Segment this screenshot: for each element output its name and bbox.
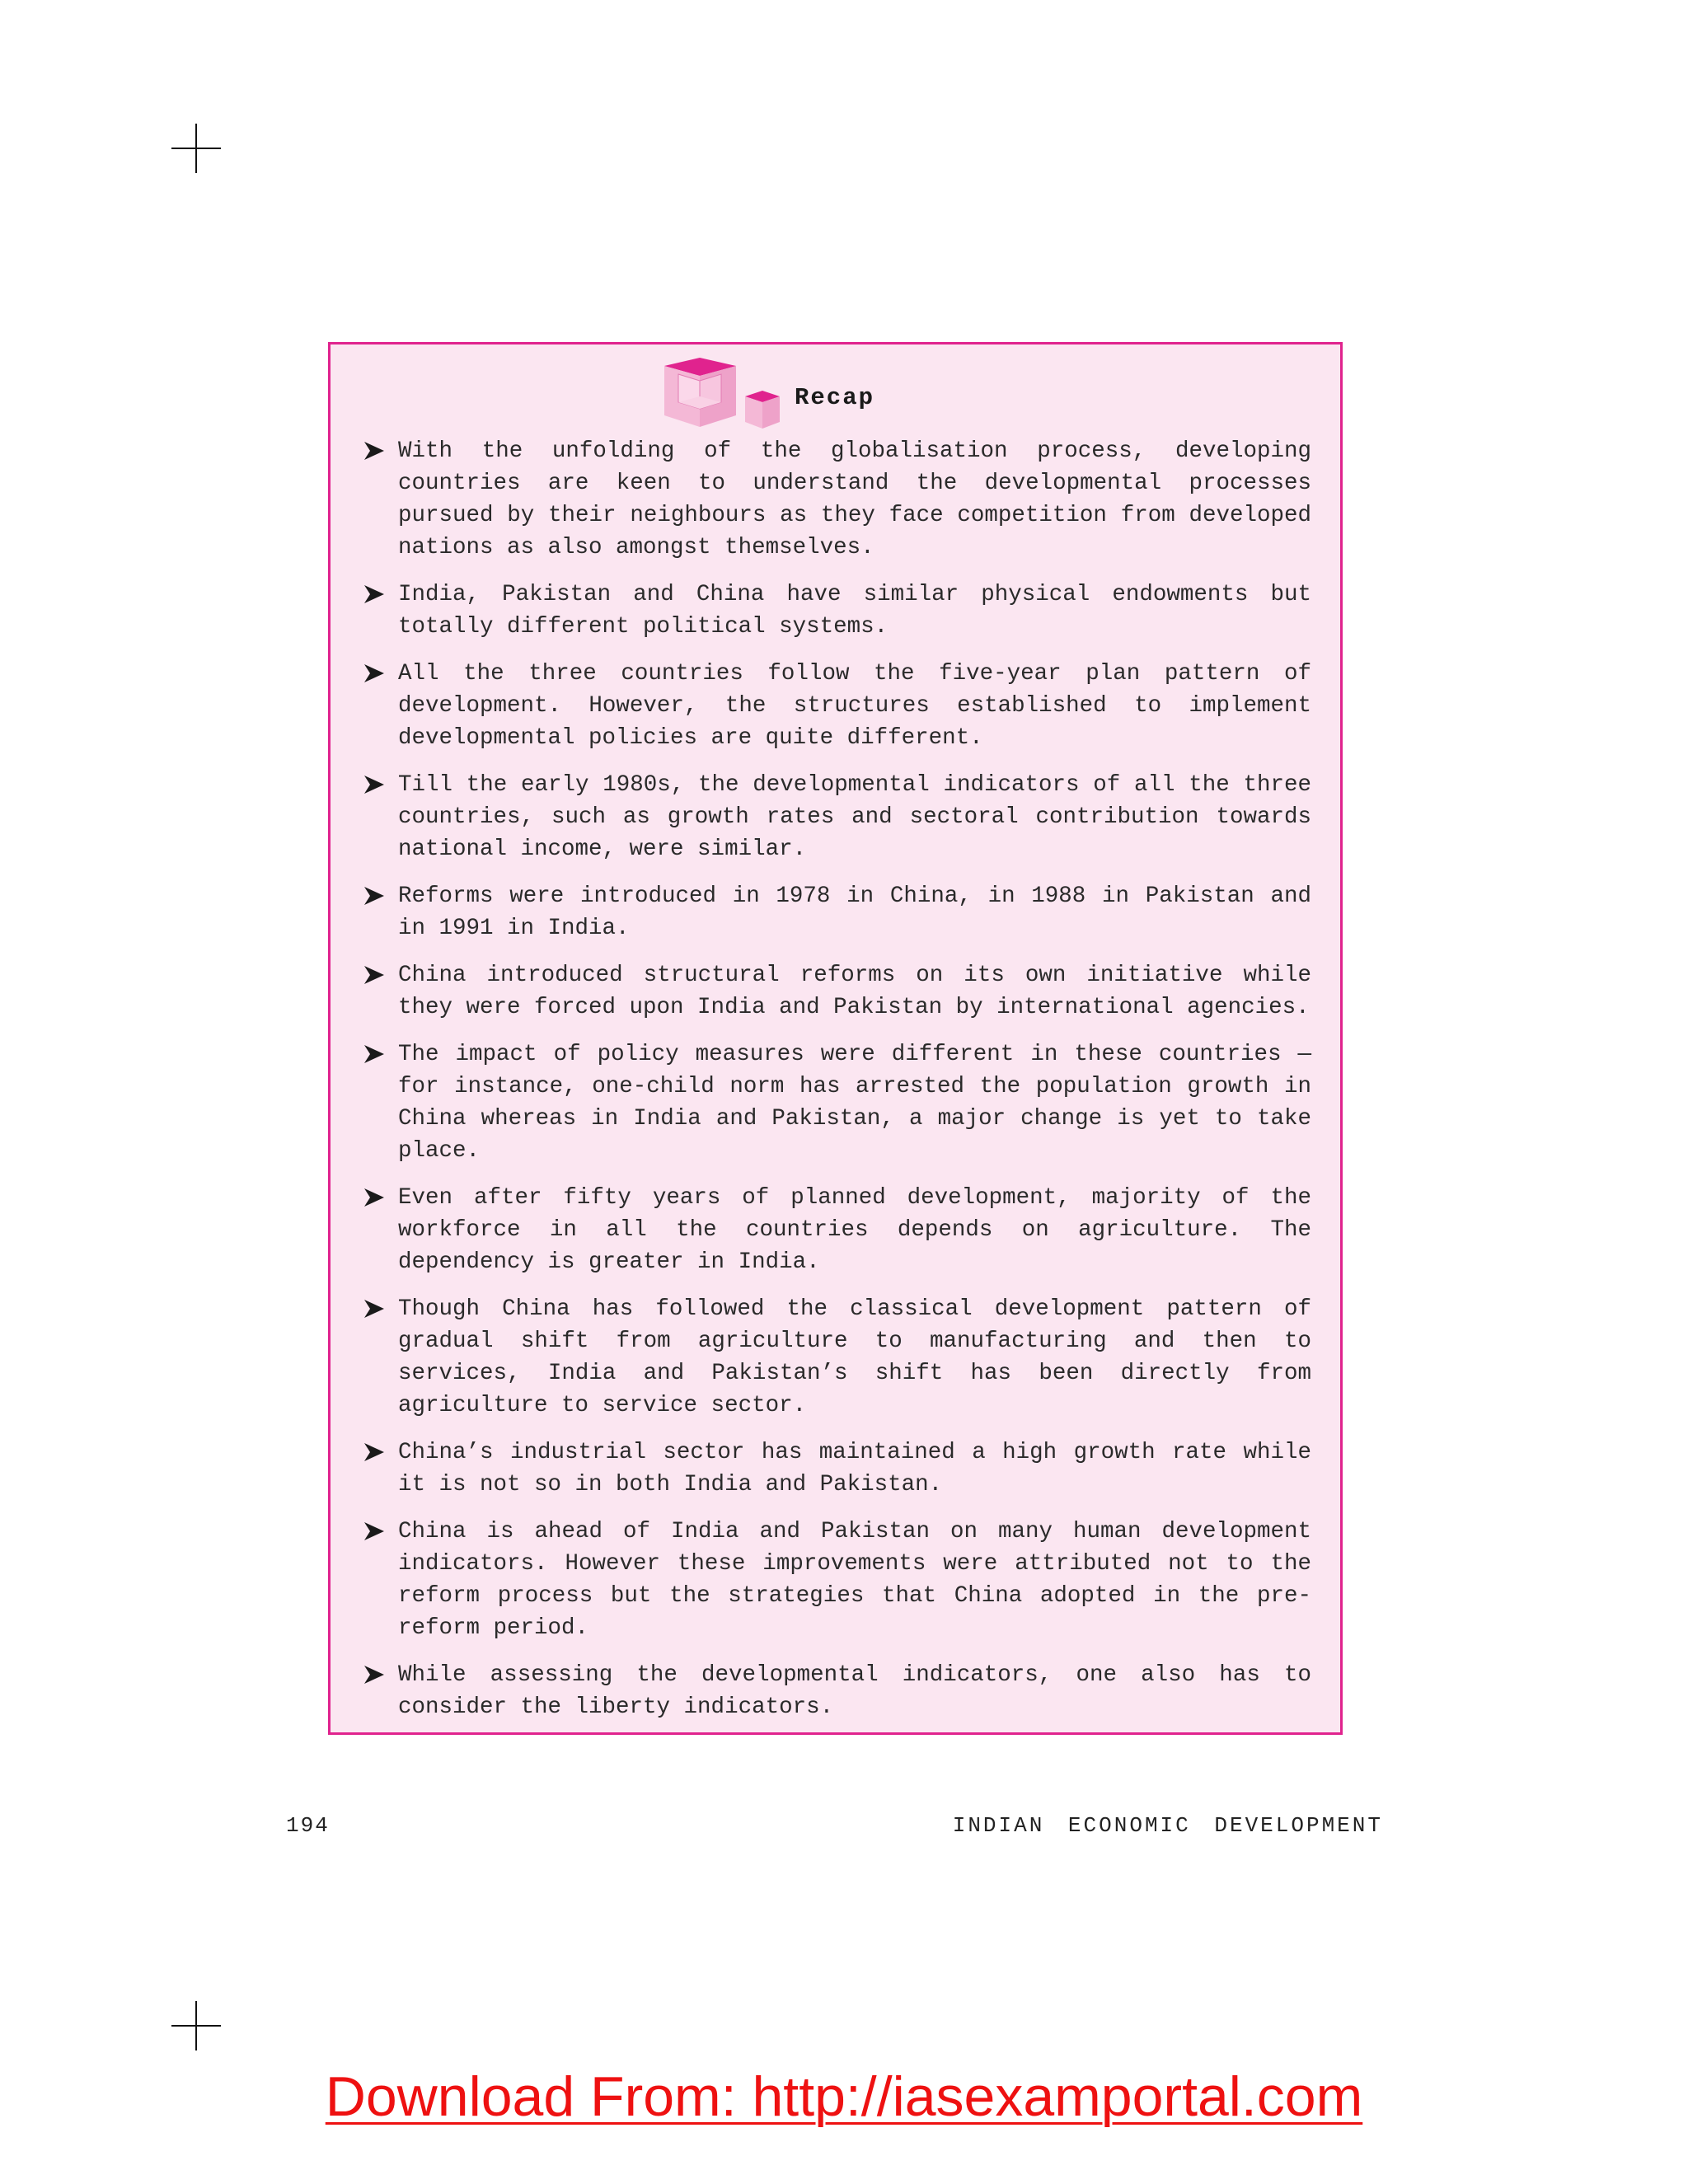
crop-mark-icon — [171, 2001, 221, 2050]
arrowhead-bullet-icon — [363, 441, 385, 461]
recap-title: Recap — [795, 384, 875, 411]
arrowhead-bullet-icon — [363, 886, 385, 906]
recap-item-text: China is ahead of India and Pakistan on many human development indicators. However these improvements were attributed not to the reform process but the strategies that China adopted in the pre-reform period. — [398, 1519, 1311, 1641]
arrowhead-bullet-icon — [363, 1188, 385, 1207]
recap-item-text: China’s industrial sector has maintained a high growth rate while it is not so in both India and Pakistan. — [398, 1440, 1311, 1497]
recap-item-text: The impact of policy measures were different in these countries — for instance, one-child norm has arrested the population growth in China whereas in India and Pakistan, a major change is yet to take place. — [398, 1042, 1311, 1164]
stacked-cubes-icon — [660, 351, 792, 434]
arrowhead-bullet-icon — [363, 1442, 385, 1462]
list-item — [363, 1516, 1311, 1644]
recap-item-text: India, Pakistan and China have similar physical endowments but totally different political systems. — [398, 582, 1311, 640]
list-item — [363, 959, 1311, 1024]
arrowhead-bullet-icon — [363, 965, 385, 985]
recap-item-text: Even after fifty years of planned development, majority of the workforce in all the countries depends on agriculture. The dependency is greater in India. — [398, 1185, 1311, 1275]
list-item — [363, 1659, 1311, 1723]
running-footer-title: INDIAN ECONOMIC DEVELOPMENT — [952, 1813, 1383, 1838]
arrowhead-bullet-icon — [363, 584, 385, 604]
arrowhead-bullet-icon — [363, 1044, 385, 1064]
recap-box — [328, 342, 1343, 1735]
recap-item-text: With the unfolding of the globalisation process, developing countries are keen to understand the developmental processes pursued by their neighbours as they face competition from developed nations as also amongst themselves. — [398, 438, 1311, 560]
list-item — [363, 579, 1311, 643]
recap-list — [363, 435, 1311, 1738]
recap-item-text: Till the early 1980s, the developmental indicators of all the three countries, such as growth rates and sectoral contribution towards national income, were similar. — [398, 772, 1311, 862]
recap-item-text: China introduced structural reforms on its own initiative while they were forced upon India and Pakistan by international agencies. — [398, 963, 1311, 1020]
list-item — [363, 1182, 1311, 1278]
arrowhead-bullet-icon — [363, 1665, 385, 1685]
arrowhead-bullet-icon — [363, 663, 385, 683]
page-number: 194 — [286, 1813, 330, 1838]
download-link[interactable]: Download From: http://iasexamportal.com — [325, 2065, 1363, 2128]
list-item — [363, 1293, 1311, 1422]
arrowhead-bullet-icon — [363, 775, 385, 794]
recap-item-text: Though China has followed the classical development pattern of gradual shift from agriculture to manufacturing and then to services, India and Pakistan’s shift has been directly from agriculture to service sector. — [398, 1296, 1311, 1418]
list-item — [363, 769, 1311, 865]
crop-mark-icon — [171, 124, 221, 173]
list-item — [363, 1436, 1311, 1501]
recap-item-text: Reforms were introduced in 1978 in China, in 1988 in Pakistan and in 1991 in India. — [398, 883, 1311, 941]
recap-item-text: While assessing the developmental indicators, one also has to consider the liberty indicators. — [398, 1662, 1311, 1720]
list-item — [363, 658, 1311, 754]
list-item — [363, 1038, 1311, 1167]
arrowhead-bullet-icon — [363, 1299, 385, 1319]
list-item — [363, 435, 1311, 564]
recap-header — [660, 351, 990, 434]
recap-item-text: All the three countries follow the five-year plan pattern of development. However, the structures established to implement developmental policies are quite different. — [398, 661, 1311, 751]
list-item — [363, 880, 1311, 944]
arrowhead-bullet-icon — [363, 1521, 385, 1541]
